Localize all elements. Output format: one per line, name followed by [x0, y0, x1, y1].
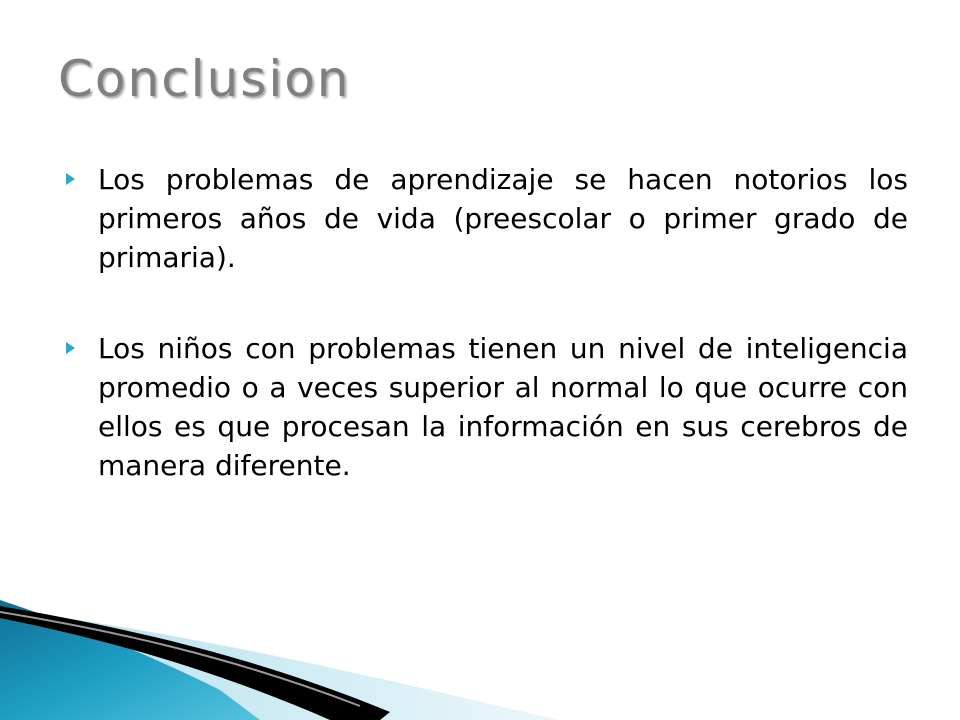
bullet-item — [62, 329, 908, 485]
bullet-text: Los niños con problemas tienen un nivel de inteligencia promedio o a veces superior al normal lo que ocurre con ellos es que procesan la información en sus cerebros de manera diferente. — [98, 332, 908, 482]
wave-blue-band — [0, 600, 260, 720]
bullet-text: Los problemas de aprendizaje se hacen notorios los primeros años de vida (preescolar o primer grado de primaria). — [98, 163, 908, 274]
arrow-bullet-icon — [66, 173, 75, 185]
wave-white-line — [0, 612, 360, 706]
arrow-bullet-icon — [66, 342, 75, 354]
slide-title: Conclusion — [58, 50, 351, 108]
wave-light-band — [0, 608, 560, 720]
wave-black-stroke — [0, 606, 390, 720]
bullet-item — [62, 160, 908, 277]
bullet-list — [62, 160, 908, 537]
